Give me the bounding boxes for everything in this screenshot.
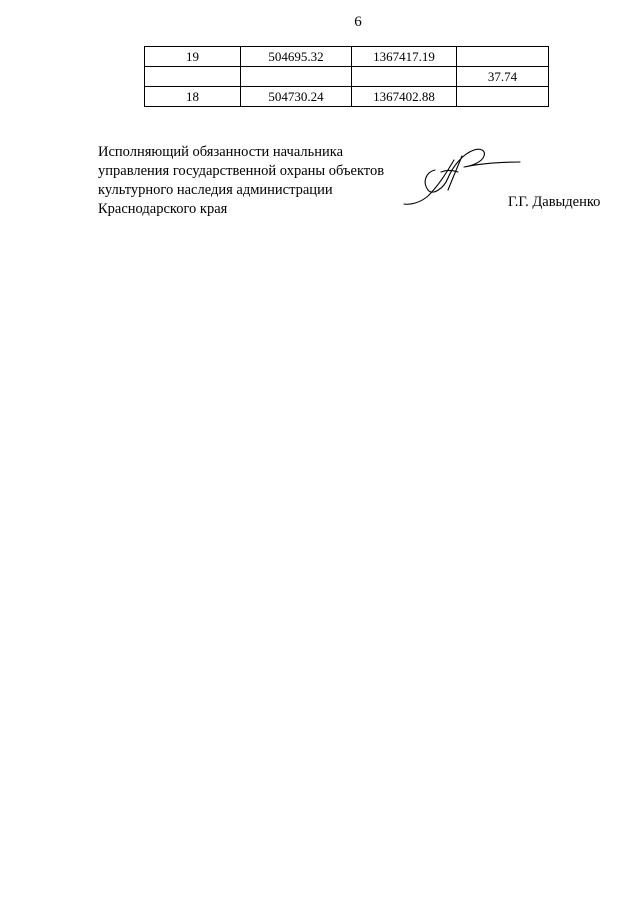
table-cell: 504730.24 (241, 87, 352, 107)
table-cell: 1367402.88 (352, 87, 457, 107)
table-cell (241, 67, 352, 87)
signatory-name: Г.Г. Давыденко (508, 194, 601, 210)
signatory-position-line: культурного наследия администрации (98, 182, 333, 198)
table-cell (145, 67, 241, 87)
table-cell: 1367417.19 (352, 47, 457, 67)
signatory-position (98, 143, 384, 219)
table-cell: 19 (145, 47, 241, 67)
handwritten-signature (402, 140, 524, 206)
table-cell: 504695.32 (241, 47, 352, 67)
coordinates-table (144, 46, 549, 107)
signatory-position-line: Исполняющий обязанности начальника (98, 144, 344, 160)
page-number: 6 (354, 14, 362, 30)
signatory-position-line: управления государственной охраны объектов (98, 163, 385, 179)
signatory-position-line: Краснодарского края (98, 201, 228, 217)
table-cell (457, 87, 549, 107)
table-row (145, 87, 549, 107)
table-cell (352, 67, 457, 87)
table-row (145, 67, 549, 87)
table-row (145, 47, 549, 67)
table-cell (457, 47, 549, 67)
table-cell: 37.74 (457, 67, 549, 87)
table-cell: 18 (145, 87, 241, 107)
